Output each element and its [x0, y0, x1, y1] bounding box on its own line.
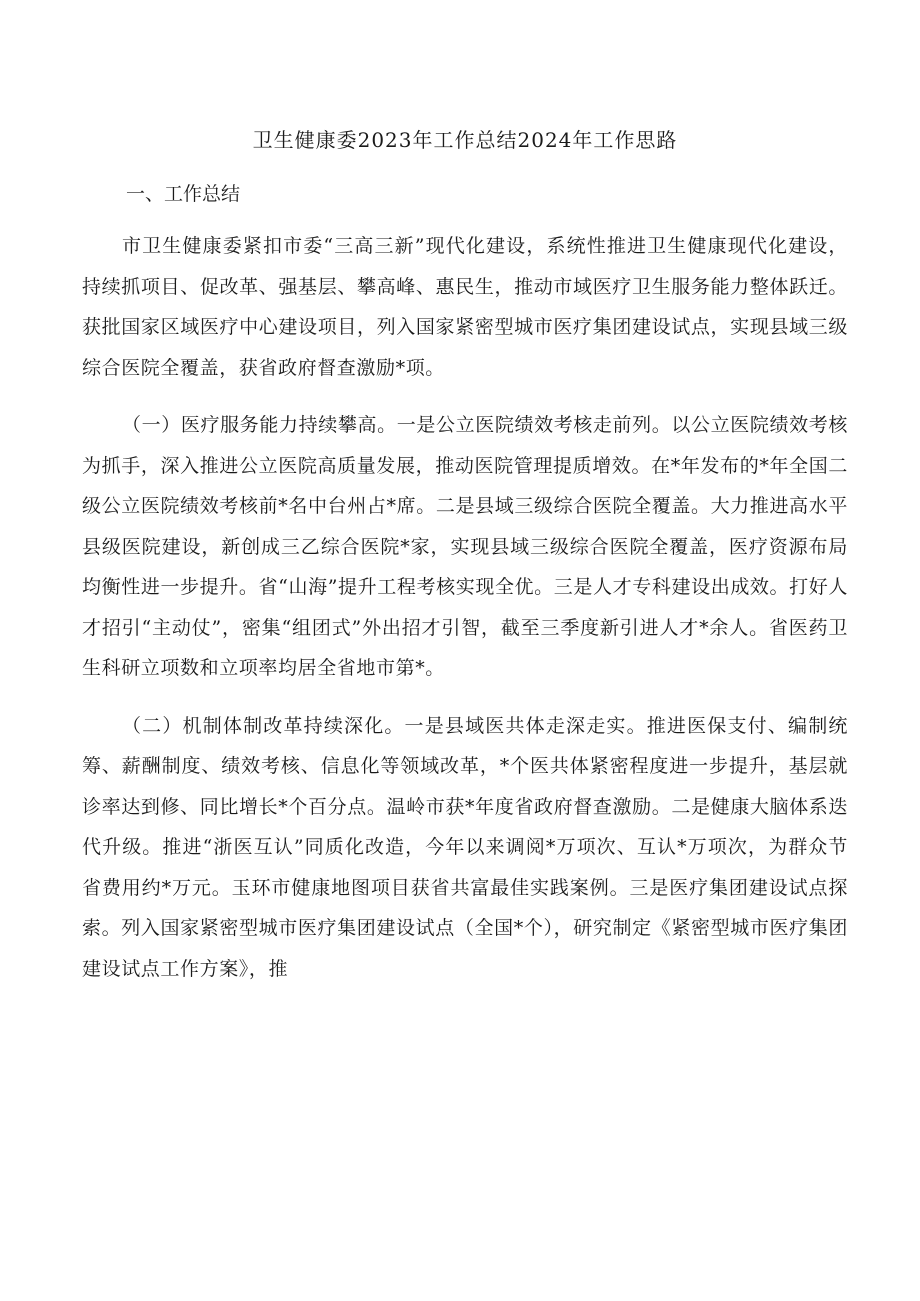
- document-page: [82, 125, 848, 989]
- paragraph-system-reform: （二）机制体制改革持续深化。一是县域医共体走深走实。推进医保支付、编制统筹、薪酬制度、绩效考核、信息化等领域改革，*个医共体紧密程度进一步提升，基层就诊率达到修、同比增长*个百分点。温岭市获*年度省政府督查激励。二是健康大脑体系迭代升级。推进“浙医互认”同质化改造，今年以来调阅*万项次、互认*万项次，为群众节省费用约*万元。玉环市健康地图项目获省共富最佳实践案例。三是医疗集团建设试点探索。列入国家紧密型城市医疗集团建设试点（全国*个），研究制定《紧密型城市医疗集团建设试点工作方案》，推: [82, 714, 848, 980]
- document-title: 卫生健康委2023年工作总结2024年工作思路: [252, 128, 678, 152]
- section-heading-work-summary: 一、工作总结: [126, 183, 241, 205]
- intro-paragraph: 市卫生健康委紧扣市委“三高三新”现代化建设，系统性推进卫生健康现代化建设，持续抓项目、促改革、强基层、攀高峰、惠民生，推动市域医疗卫生服务能力整体跃迁。获批国家区域医疗中心建设项目，列入国家紧密型城市医疗集团建设试点，实现县域三级综合医院全覆盖，获省政府督查激励*项。: [82, 235, 848, 379]
- paragraph-medical-service: （一）医疗服务能力持续攀高。一是公立医院绩效考核走前列。以公立医院绩效考核为抓手，深入推进公立医院高质量发展，推动医院管理提质增效。在*年发布的*年全国二级公立医院绩效考核前*名中台州占*席。二是县域三级综合医院全覆盖。大力推进高水平县级医院建设，新创成三乙综合医院*家，实现县域三级综合医院全覆盖，医疗资源布局均衡性进一步提升。省“山海”提升工程考核实现全优。三是人才专科建设出成效。打好人才招引“主动仗”，密集“组团式”外出招才引智，截至三季度新引进人才*余人。省医药卫生科研立项数和立项率均居全省地市第*。: [82, 414, 848, 679]
